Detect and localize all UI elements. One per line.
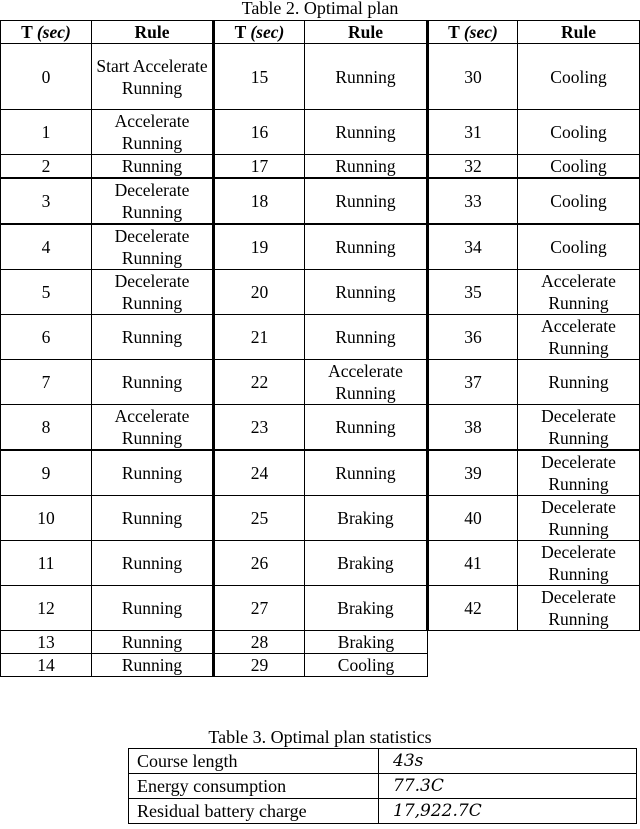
time-cell: 22	[214, 360, 305, 405]
rule-cell: Cooling	[518, 178, 640, 224]
stat-value: 77.3C	[379, 774, 637, 799]
time-cell: 40	[428, 496, 518, 541]
t-column-header: T (sec)	[214, 21, 305, 44]
table-row	[1, 360, 640, 405]
empty-cell	[428, 654, 640, 677]
time-cell: 28	[214, 631, 305, 654]
rule-cell: Braking	[305, 496, 428, 541]
rule-cell: Running	[92, 631, 214, 654]
table-row	[1, 654, 640, 677]
rule-cell: Accelerate Running	[518, 315, 640, 360]
time-cell: 11	[1, 541, 92, 586]
time-cell: 15	[214, 44, 305, 110]
rule-cell: Accelerate Running	[92, 110, 214, 155]
time-cell: 2	[1, 155, 92, 179]
rule-cell: Cooling	[518, 155, 640, 179]
table-3-caption: Table 3. Optimal plan statistics	[208, 727, 432, 747]
rule-cell: Running	[92, 654, 214, 677]
time-cell: 24	[214, 450, 305, 496]
table-row	[1, 450, 640, 496]
time-cell: 16	[214, 110, 305, 155]
time-cell: 7	[1, 360, 92, 405]
rule-cell: Decelerate Running	[518, 405, 640, 451]
t-column-header: T (sec)	[1, 21, 92, 44]
optimal-plan-table	[0, 20, 640, 677]
stat-label: Course length	[129, 749, 379, 774]
time-cell: 21	[214, 315, 305, 360]
empty-cell	[428, 631, 640, 654]
time-cell: 25	[214, 496, 305, 541]
table-row	[1, 44, 640, 110]
time-cell: 9	[1, 450, 92, 496]
time-cell: 20	[214, 270, 305, 315]
rule-cell: Braking	[305, 586, 428, 631]
table-header-row	[1, 21, 640, 44]
time-cell: 1	[1, 110, 92, 155]
rule-cell: Decelerate Running	[518, 496, 640, 541]
rule-cell: Cooling	[518, 44, 640, 110]
time-cell: 23	[214, 405, 305, 451]
time-cell: 36	[428, 315, 518, 360]
time-cell: 34	[428, 224, 518, 270]
rule-cell: Accelerate Running	[518, 270, 640, 315]
table-row	[129, 774, 637, 799]
table-row	[1, 270, 640, 315]
rule-cell: Running	[305, 315, 428, 360]
rule-cell: Braking	[305, 541, 428, 586]
time-cell: 4	[1, 224, 92, 270]
rule-column-header: Rule	[92, 21, 214, 44]
rule-cell: Running	[305, 110, 428, 155]
table-row	[1, 541, 640, 586]
time-cell: 35	[428, 270, 518, 315]
rule-cell: Running	[92, 586, 214, 631]
rule-cell: Cooling	[518, 224, 640, 270]
table-row	[129, 749, 637, 774]
table-row	[1, 315, 640, 360]
time-cell: 42	[428, 586, 518, 631]
time-cell: 33	[428, 178, 518, 224]
table-row	[1, 110, 640, 155]
time-cell: 18	[214, 178, 305, 224]
table-row	[1, 496, 640, 541]
time-cell: 41	[428, 541, 518, 586]
rule-cell: Running	[92, 315, 214, 360]
table-2-caption: Table 2. Optimal plan	[241, 0, 399, 18]
stat-value: 43s	[379, 749, 637, 774]
plan-statistics-table	[128, 748, 637, 824]
rule-cell: Running	[305, 405, 428, 451]
rule-cell: Start Accelerate Running	[92, 44, 214, 110]
time-cell: 32	[428, 155, 518, 179]
time-cell: 17	[214, 155, 305, 179]
rule-cell: Running	[305, 450, 428, 496]
time-cell: 14	[1, 654, 92, 677]
rule-cell: Decelerate Running	[518, 450, 640, 496]
time-cell: 5	[1, 270, 92, 315]
rule-column-header: Rule	[305, 21, 428, 44]
rule-cell: Running	[305, 44, 428, 110]
time-cell: 26	[214, 541, 305, 586]
time-cell: 12	[1, 586, 92, 631]
rule-cell: Running	[305, 155, 428, 179]
rule-column-header: Rule	[518, 21, 640, 44]
rule-cell: Running	[305, 178, 428, 224]
rule-cell: Decelerate Running	[92, 178, 214, 224]
time-cell: 19	[214, 224, 305, 270]
time-cell: 6	[1, 315, 92, 360]
time-cell: 0	[1, 44, 92, 110]
rule-cell: Accelerate Running	[305, 360, 428, 405]
rule-cell: Running	[305, 224, 428, 270]
time-cell: 13	[1, 631, 92, 654]
table-row	[1, 224, 640, 270]
time-cell: 31	[428, 110, 518, 155]
table-row	[1, 631, 640, 654]
rule-cell: Running	[92, 450, 214, 496]
rule-cell: Running	[92, 496, 214, 541]
table-row	[1, 155, 640, 179]
rule-cell: Decelerate Running	[518, 586, 640, 631]
rule-cell: Braking	[305, 631, 428, 654]
time-cell: 38	[428, 405, 518, 451]
t-column-header: T (sec)	[428, 21, 518, 44]
stat-label: Energy consumption	[129, 774, 379, 799]
time-cell: 8	[1, 405, 92, 451]
table-row	[1, 405, 640, 451]
time-cell: 37	[428, 360, 518, 405]
rule-cell: Accelerate Running	[92, 405, 214, 451]
time-cell: 29	[214, 654, 305, 677]
rule-cell: Running	[92, 360, 214, 405]
time-cell: 39	[428, 450, 518, 496]
rule-cell: Decelerate Running	[92, 224, 214, 270]
table-row	[129, 799, 637, 824]
rule-cell: Cooling	[305, 654, 428, 677]
rule-cell: Decelerate Running	[518, 541, 640, 586]
stat-label: Residual battery charge	[129, 799, 379, 824]
rule-cell: Running	[92, 155, 214, 179]
rule-cell: Running	[518, 360, 640, 405]
rule-cell: Cooling	[518, 110, 640, 155]
stat-value: 17,922.7C	[379, 799, 637, 824]
time-cell: 3	[1, 178, 92, 224]
time-cell: 27	[214, 586, 305, 631]
rule-cell: Decelerate Running	[92, 270, 214, 315]
table-row	[1, 178, 640, 224]
rule-cell: Running	[305, 270, 428, 315]
rule-cell: Running	[92, 541, 214, 586]
time-cell: 10	[1, 496, 92, 541]
time-cell: 30	[428, 44, 518, 110]
table-row	[1, 586, 640, 631]
